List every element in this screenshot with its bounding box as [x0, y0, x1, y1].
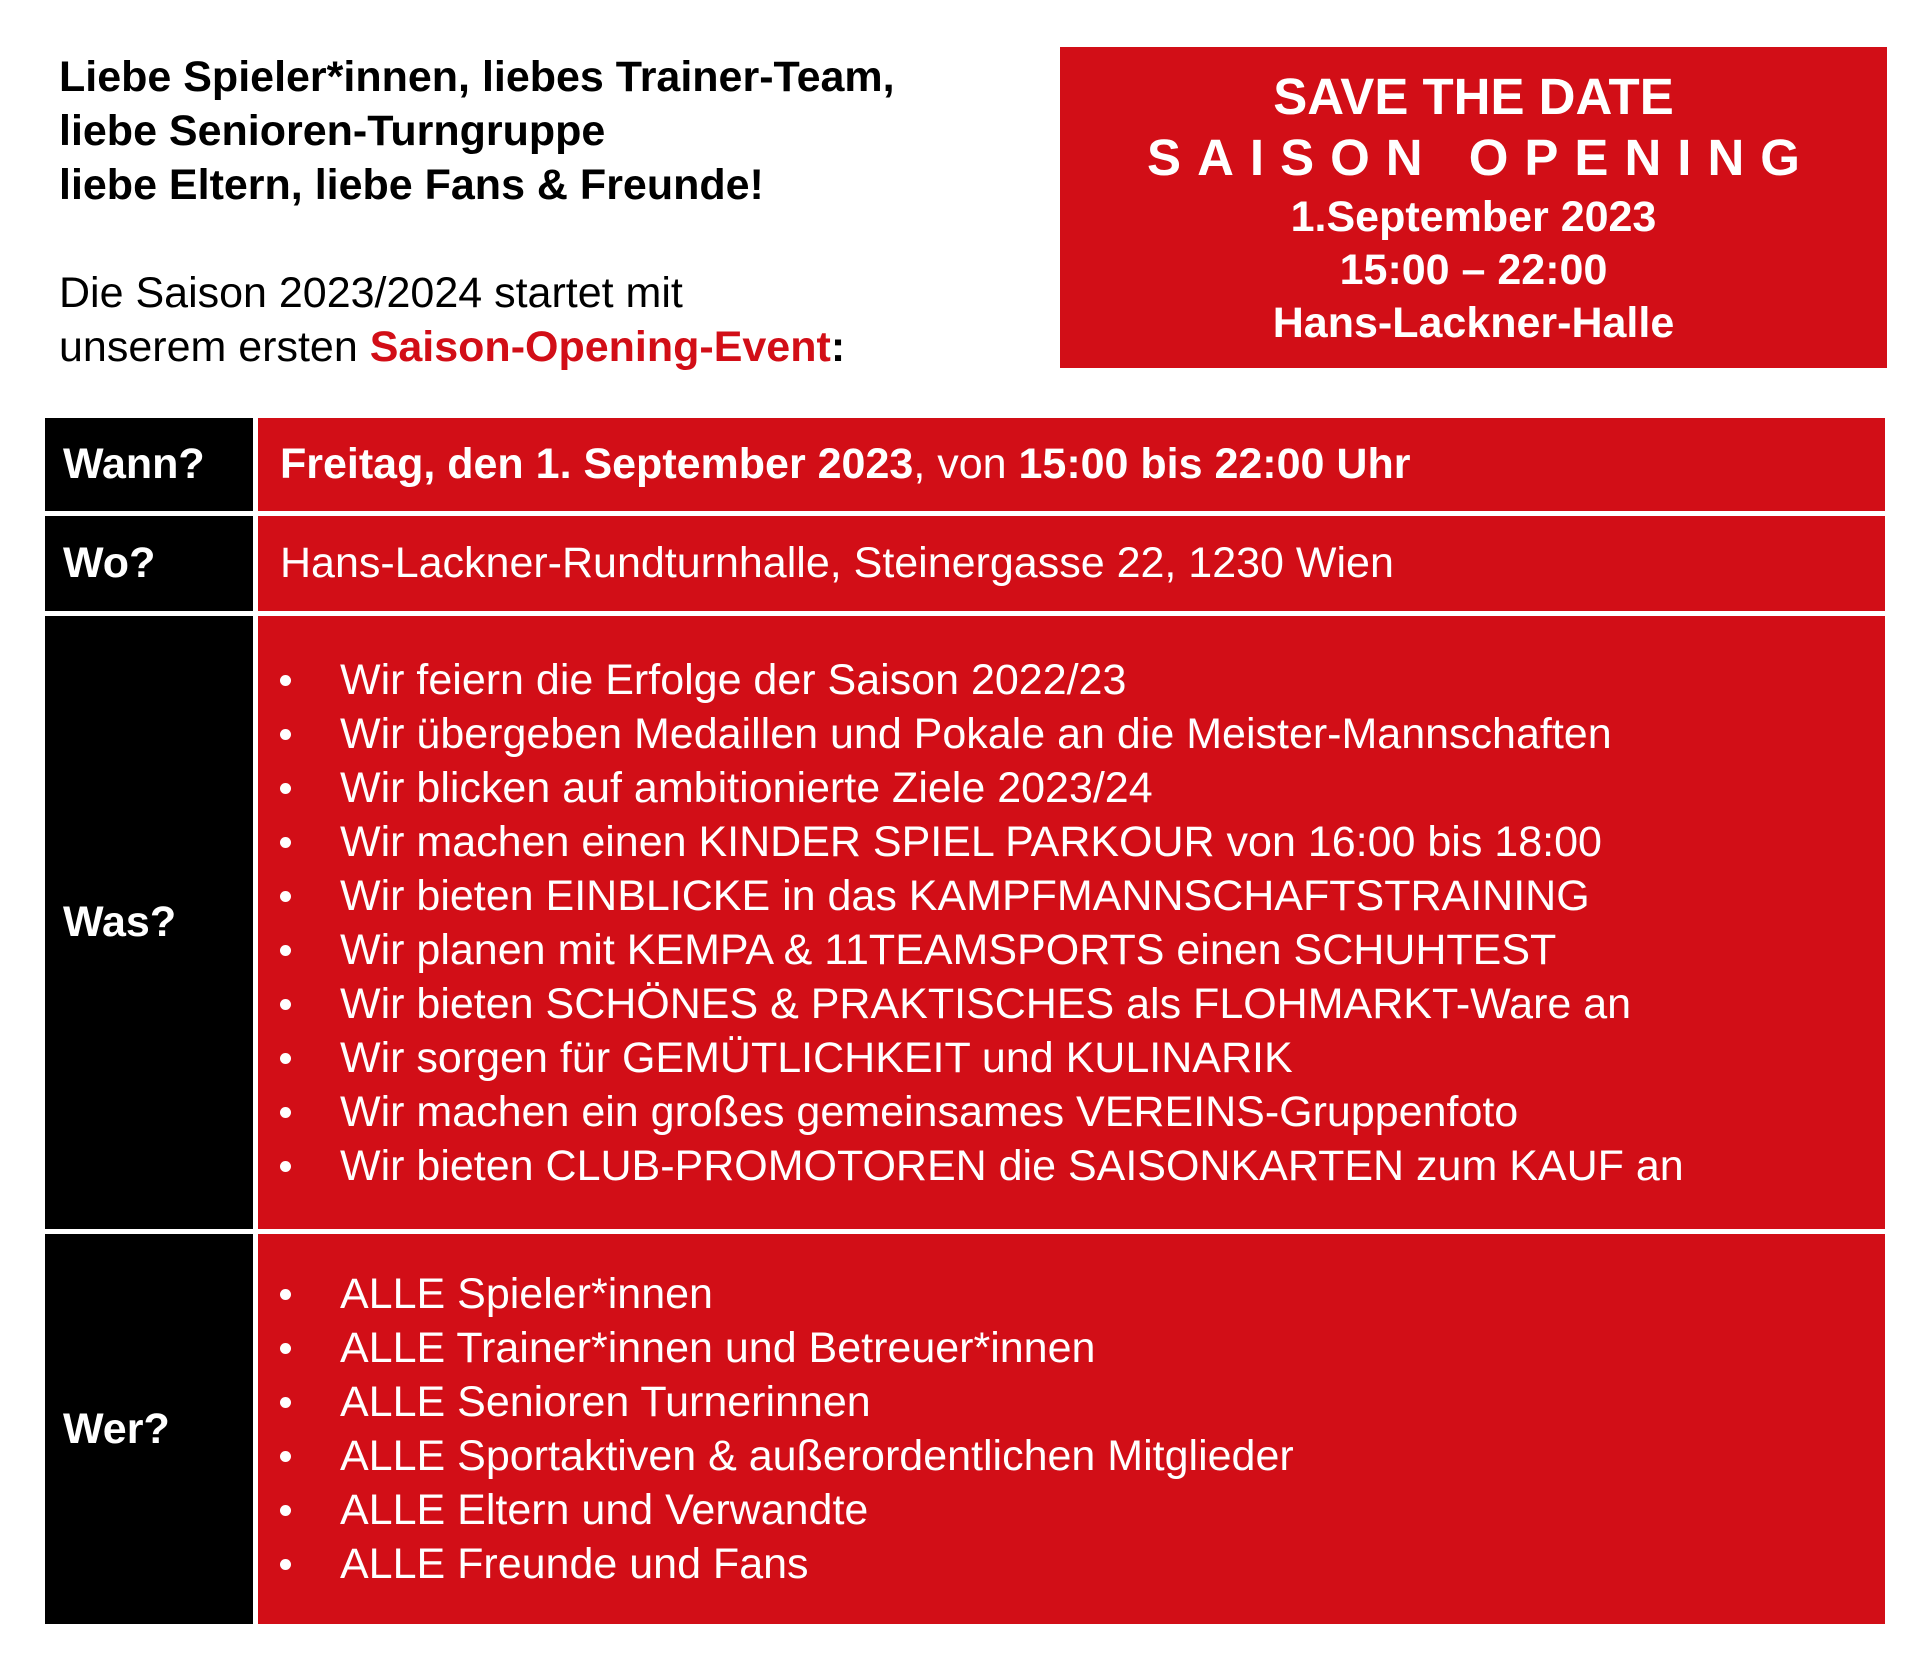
row-content-was [258, 616, 1885, 1229]
list-item: ALLE Senioren Turnerinnen [280, 1375, 1294, 1429]
wer-list [280, 1267, 1294, 1591]
event-address: Hans-Lackner-Rundturnhalle, Steinergasse 22, 1230 Wien [280, 539, 1394, 587]
list-item: Wir blicken auf ambitionierte Ziele 2023/24 [280, 761, 1684, 815]
bullet-icon [280, 945, 291, 956]
row-label-was: Was? [45, 616, 253, 1229]
list-item: Wir machen ein großes gemeinsames VEREINS-Gruppenfoto [280, 1085, 1684, 1139]
event-name-highlight: Saison-Opening-Event [369, 323, 831, 371]
list-item: ALLE Sportaktiven & außerordentlichen Mitglieder [280, 1429, 1294, 1483]
list-item: ALLE Freunde und Fans [280, 1537, 1294, 1591]
bullet-icon [280, 729, 291, 740]
bullet-icon [280, 1053, 291, 1064]
was-list [280, 653, 1684, 1193]
bullet-icon [280, 1451, 291, 1462]
row-label-wer: Wer? [45, 1234, 253, 1624]
list-item: Wir sorgen für GEMÜTLICHKEIT und KULINARIK [280, 1031, 1684, 1085]
intro-line-2 [59, 320, 1019, 374]
greeting-line-3: liebe Eltern, liebe Fans & Freunde! [59, 161, 764, 209]
bullet-icon [280, 783, 291, 794]
event-time: 15:00 bis 22:00 Uhr [1018, 440, 1411, 488]
intro-line-2-prefix: unserem ersten [59, 323, 370, 371]
list-item: Wir übergeben Medaillen und Pokale an die Meister-Mannschaften [280, 707, 1684, 761]
row-label-wann: Wann? [45, 418, 253, 511]
bullet-icon [280, 891, 291, 902]
save-the-date-title: SAVE THE DATE [1273, 68, 1674, 125]
list-item: Wir feiern die Erfolge der Saison 2022/23 [280, 653, 1684, 707]
greeting-block [59, 50, 1019, 374]
list-item: ALLE Eltern und Verwandte [280, 1483, 1294, 1537]
save-the-date-box [1060, 47, 1887, 368]
list-item: Wir machen einen KINDER SPIEL PARKOUR von 16:00 bis 18:00 [280, 815, 1684, 869]
bullet-icon [280, 1161, 291, 1172]
date-time-connector: , von [913, 440, 1019, 488]
bullet-icon [280, 837, 291, 848]
greeting-line-1: Liebe Spieler*innen, liebes Trainer-Team, [59, 53, 895, 101]
table-row-wann [45, 418, 1885, 511]
list-item: ALLE Spieler*innen [280, 1267, 1294, 1321]
intro-line-2-suffix: : [830, 323, 846, 371]
list-item: ALLE Trainer*innen und Betreuer*innen [280, 1321, 1294, 1375]
save-the-date-date: 1.September 2023 [1290, 193, 1657, 241]
bullet-icon [280, 1397, 291, 1408]
list-item: Wir bieten SCHÖNES & PRAKTISCHES als FLOHMARKT-Ware an [280, 977, 1684, 1031]
save-the-date-time: 15:00 – 22:00 [1339, 246, 1608, 294]
greeting-spacer [59, 212, 1019, 266]
save-the-date-venue: Hans-Lackner-Halle [1272, 299, 1675, 347]
bullet-icon [280, 1107, 291, 1118]
row-content-wo [258, 516, 1885, 611]
intro-line-1: Die Saison 2023/2024 startet mit [59, 269, 683, 317]
table-row-wo [45, 516, 1885, 611]
bullet-icon [280, 999, 291, 1010]
bullet-icon [280, 1505, 291, 1516]
list-item: Wir bieten CLUB-PROMOTOREN die SAISONKARTEN zum KAUF an [280, 1139, 1684, 1193]
list-item: Wir planen mit KEMPA & 11TEAMSPORTS einen SCHUHTEST [280, 923, 1684, 977]
bullet-icon [280, 1343, 291, 1354]
table-row-wer [45, 1234, 1885, 1624]
row-content-wer [258, 1234, 1885, 1624]
row-content-wann [258, 418, 1885, 511]
greeting-line-2: liebe Senioren-Turngruppe [59, 107, 606, 155]
event-date: Freitag, den 1. September 2023 [280, 440, 914, 488]
bullet-icon [280, 675, 291, 686]
bullet-icon [280, 1289, 291, 1300]
table-row-was [45, 616, 1885, 1229]
list-item: Wir bieten EINBLICKE in das KAMPFMANNSCHAFTSTRAINING [280, 869, 1684, 923]
bullet-icon [280, 1559, 291, 1570]
saison-opening-title: SAISON OPENING [1147, 129, 1816, 186]
row-label-wo: Wo? [45, 516, 253, 611]
event-info-table [45, 418, 1885, 1629]
